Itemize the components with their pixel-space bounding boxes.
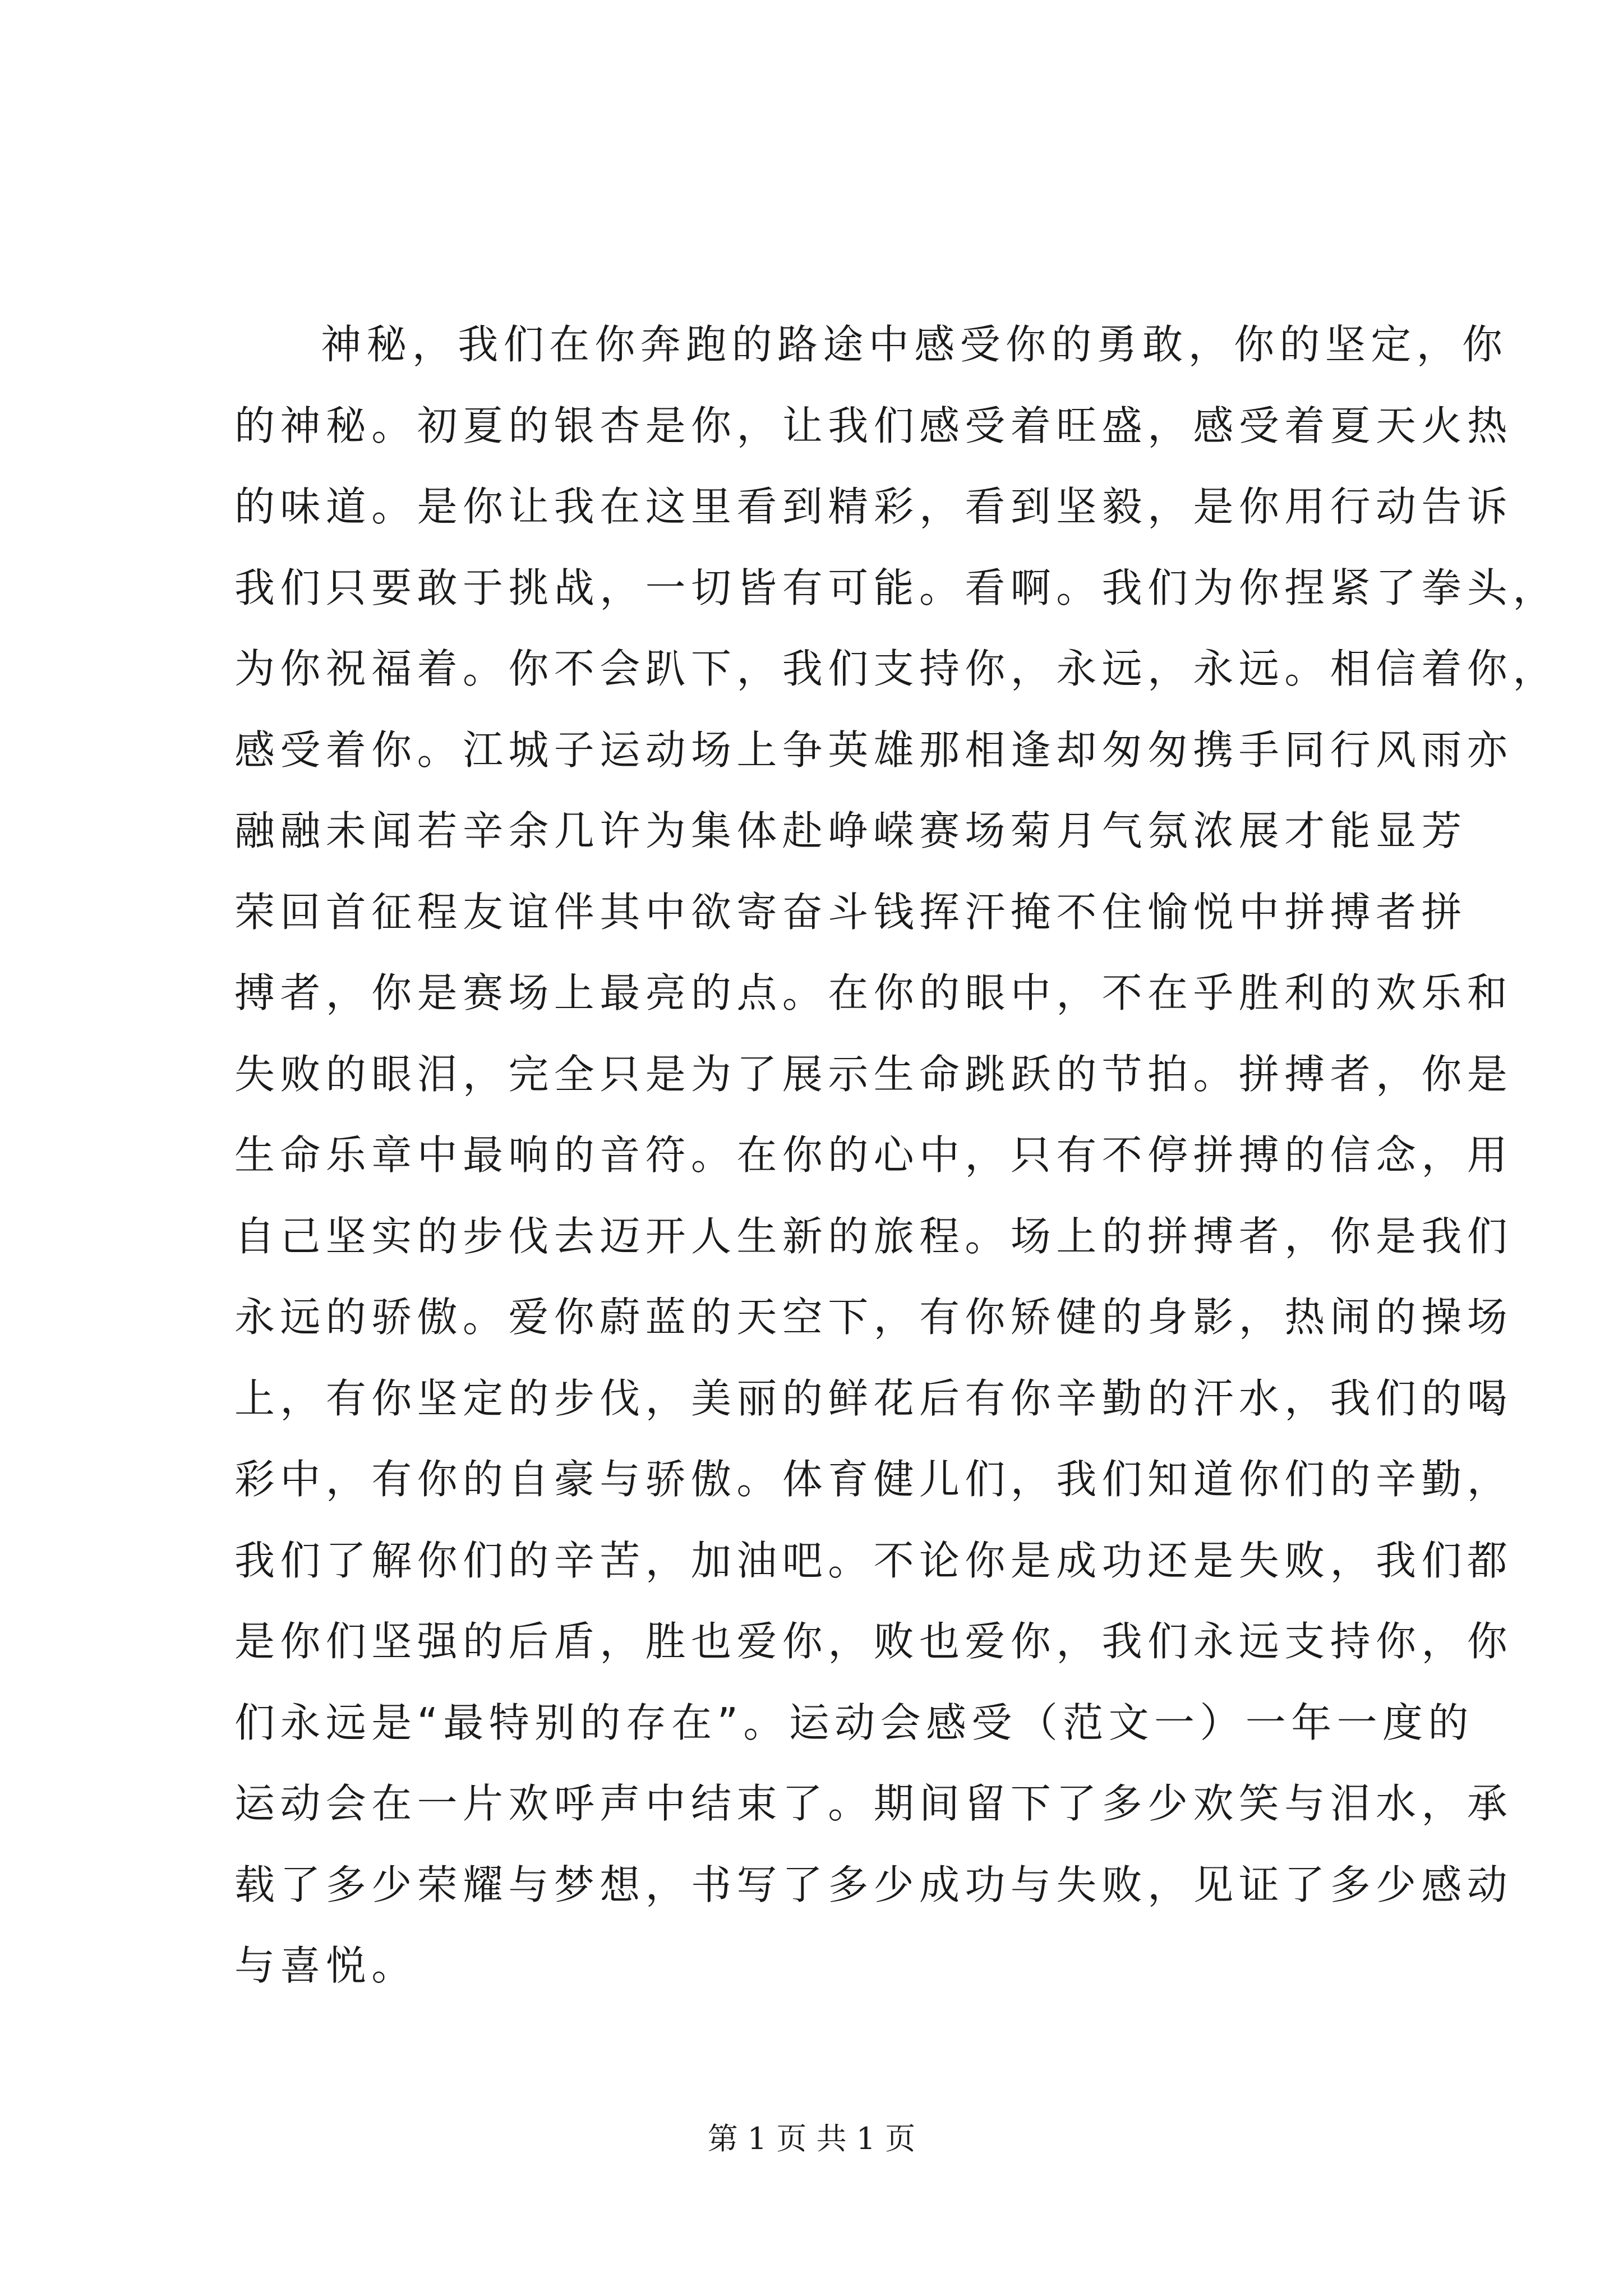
page-footer: 第 1 页 共 1 页 <box>707 2121 916 2156</box>
text-line: 搏者，你是赛场上最亮的点。在你的眼中，不在乎胜利的欢乐和 <box>234 969 1513 1016</box>
text-line: 失败的眼泪，完全只是为了展示生命跳跃的节拍。拼搏者，你是 <box>234 1050 1513 1098</box>
text-line: 与喜悦。 <box>234 1942 417 1989</box>
text-line: 荣回首征程友谊伴其中欲寄奋斗钱挥汗掩不住愉悦中拼搏者拼 <box>234 888 1467 936</box>
text-line: 运动会在一片欢呼声中结束了。期间留下了多少欢笑与泪水，承 <box>234 1780 1513 1827</box>
text-line: 彩中，有你的自豪与骄傲。体育健儿们，我们知道你们的辛勤， <box>234 1456 1513 1503</box>
text-line: 们永远是“最特别的存在”。运动会感受（范文一）一年一度的 <box>234 1699 1474 1746</box>
text-line: 自己坚实的步伐去迈开人生新的旅程。场上的拼搏者，你是我们 <box>234 1212 1513 1260</box>
text-line: 感受着你。江城子运动场上争英雄那相逢却匆匆携手同行风雨亦 <box>234 726 1513 774</box>
text-line: 为你祝福着。你不会趴下，我们支持你，永远，永远。相信着你， <box>234 645 1559 692</box>
text-line: 的味道。是你让我在这里看到精彩，看到坚毅，是你用行动告诉 <box>234 483 1513 530</box>
body-paragraph <box>234 304 1559 2007</box>
text-line: 永远的骄傲。爱你蔚蓝的天空下，有你矫健的身影，热闹的操场 <box>234 1294 1513 1341</box>
text-line: 神秘，我们在你奔跑的路途中感受你的勇敢，你的坚定，你 <box>321 321 1508 368</box>
text-line: 是你们坚强的后盾，胜也爱你，败也爱你，我们永远支持你，你 <box>234 1618 1513 1665</box>
text-line: 我们了解你们的辛苦，加油吧。不论你是成功还是失败，我们都 <box>234 1536 1513 1584</box>
text-line: 生命乐章中最响的音符。在你的心中，只有不停拼搏的信念，用 <box>234 1131 1513 1179</box>
text-line: 上，有你坚定的步伐，美丽的鲜花后有你辛勤的汗水，我们的喝 <box>234 1374 1513 1422</box>
text-line: 我们只要敢于挑战，一切皆有可能。看啊。我们为你捏紧了拳头， <box>234 564 1559 611</box>
text-line: 融融未闻若辛余几许为集体赴峥嵘赛场菊月气氛浓展才能显芳 <box>234 807 1467 854</box>
text-line: 载了多少荣耀与梦想，书写了多少成功与失败，见证了多少感动 <box>234 1861 1513 1908</box>
text-line: 的神秘。初夏的银杏是你，让我们感受着旺盛，感受着夏天火热 <box>234 402 1513 449</box>
